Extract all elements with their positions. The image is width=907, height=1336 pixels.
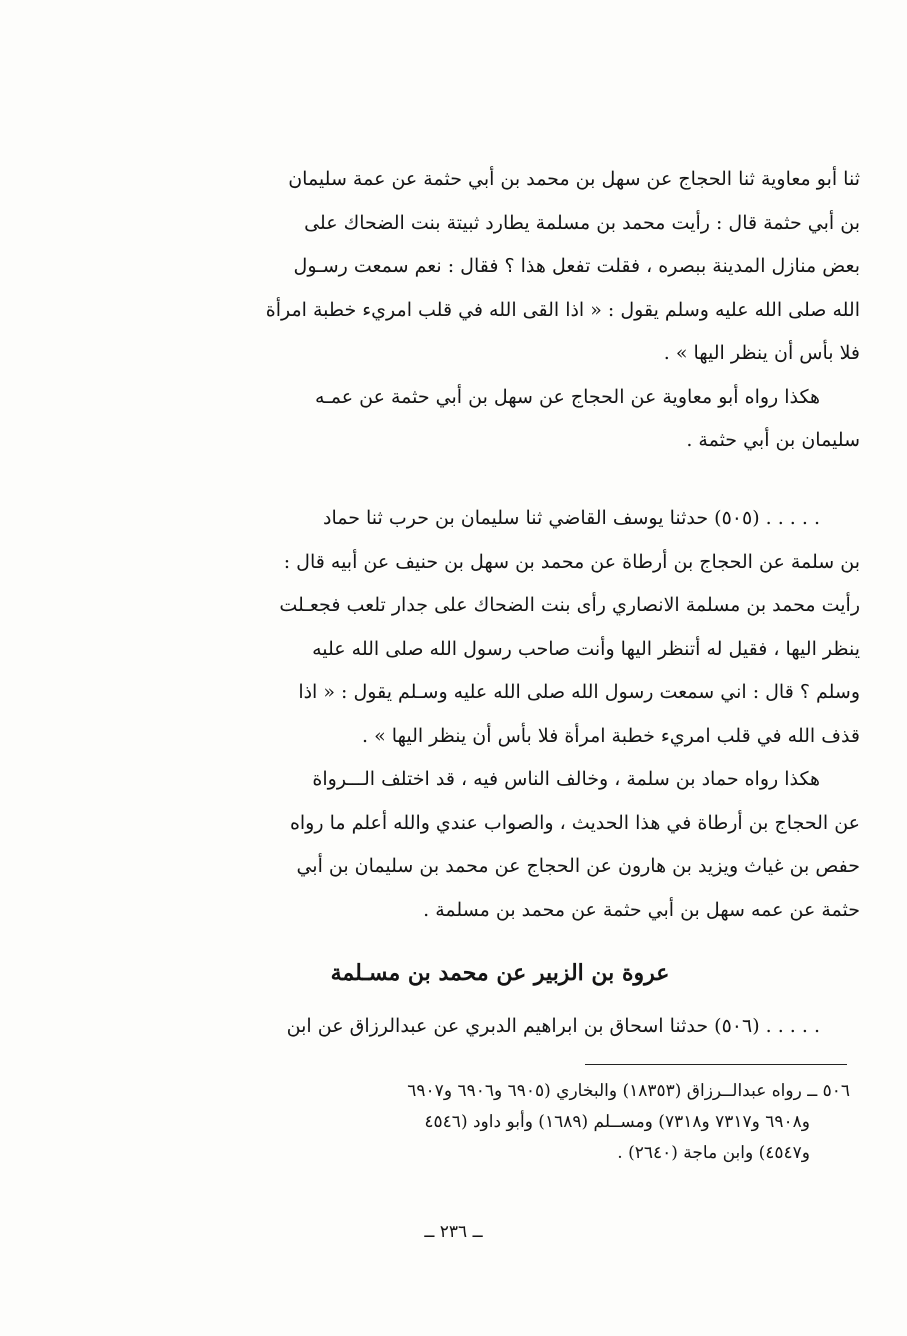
text-line: . . . . . (٥٠٦) حدثنا اسحاق بن ابراهيم الدبري عن عبدالرزاق عن ابن (286, 1015, 820, 1037)
page-number: ــ ٢٣٦ ــ (424, 1222, 483, 1242)
text-line: فلا بأس أن ينظر اليها » . (663, 342, 860, 364)
footnote-line: ٥٠٦ ــ رواه عبدالــرزاق (١٨٣٥٣) والبخاري (٦٩٠٥ و٦٩٠٦ و٦٩٠٧ (407, 1081, 850, 1101)
footnote-line: و٤٥٤٧) وابن ماجة (٢٦٤٠) . (617, 1143, 810, 1163)
text-line: ثنا أبو معاوية ثنا الحجاج عن سهل بن محمد بن أبي حثمة عن عمة سليمان (288, 168, 860, 190)
text-line: بعض منازل المدينة ببصره ، فقلت تفعل هذا ؟ فقال : نعم سمعت رسـول (293, 255, 860, 277)
text-line: رأيت محمد بن مسلمة الانصاري رأى بنت الضحاك على جدار تلعب فجعـلت (279, 594, 860, 616)
text-line: بن أبي حثمة قال : رأيت محمد بن مسلمة يطارد ثبيتة بنت الضحاك على (304, 211, 860, 234)
paragraph-hadith-504-continued (140, 158, 860, 463)
text-line: حثمة عن عمه سهل بن أبي حثمة عن محمد بن مسلمة . (423, 898, 860, 921)
text-line: وسلم ؟ قال : اني سمعت رسول الله صلى الله عليه وسـلم يقول : « اذا (298, 681, 860, 703)
paragraph-hadith-505 (140, 497, 860, 932)
text-line: هكذا رواه أبو معاوية عن الحجاج عن سهل بن أبي حثمة عن عمـه (315, 385, 820, 408)
text-line: حفص بن غياث ويزيد بن هارون عن الحجاج عن محمد بن سليمان بن أبي (296, 855, 860, 877)
footnote-divider (585, 1064, 847, 1065)
text-line: . . . . . (٥٠٥) حدثنا يوسف القاضي ثنا سليمان بن حرب ثنا حماد (322, 507, 820, 529)
paragraph-hadith-506 (140, 1005, 860, 1049)
section-heading: عروة بن الزبير عن محمد بن مسـلمة (330, 960, 670, 986)
footnote (135, 1076, 850, 1169)
text-line: قذف الله في قلب امريء خطبة امرأة فلا بأس أن ينظر اليها » . (362, 724, 860, 747)
text-line: الله صلى الله عليه وسلم يقول : « اذا القى الله في قلب امريء خطبة امرأة (265, 298, 860, 321)
text-line: هكذا رواه حماد بن سلمة ، وخالف الناس فيه ، قد اختلف الـــرواة (312, 768, 820, 790)
text-line: سليمان بن أبي حثمة . (686, 429, 860, 451)
text-line: عن الحجاج بن أرطاة في هذا الحديث ، والصواب عندي والله أعلم ما رواه (289, 811, 860, 834)
text-line: ينظر اليها ، فقيل له أتنظر اليها وأنت صاحب رسول الله صلى الله عليه (312, 637, 860, 660)
text-line: بن سلمة عن الحجاج بن أرطاة عن محمد بن سهل بن حنيف عن أبيه قال : (283, 550, 860, 573)
footnote-line: و٦٩٠٨ و٧٣١٧ و٧٣١٨) ومســلم (١٦٨٩) وأبو داود (٤٥٤٦ (424, 1112, 810, 1132)
